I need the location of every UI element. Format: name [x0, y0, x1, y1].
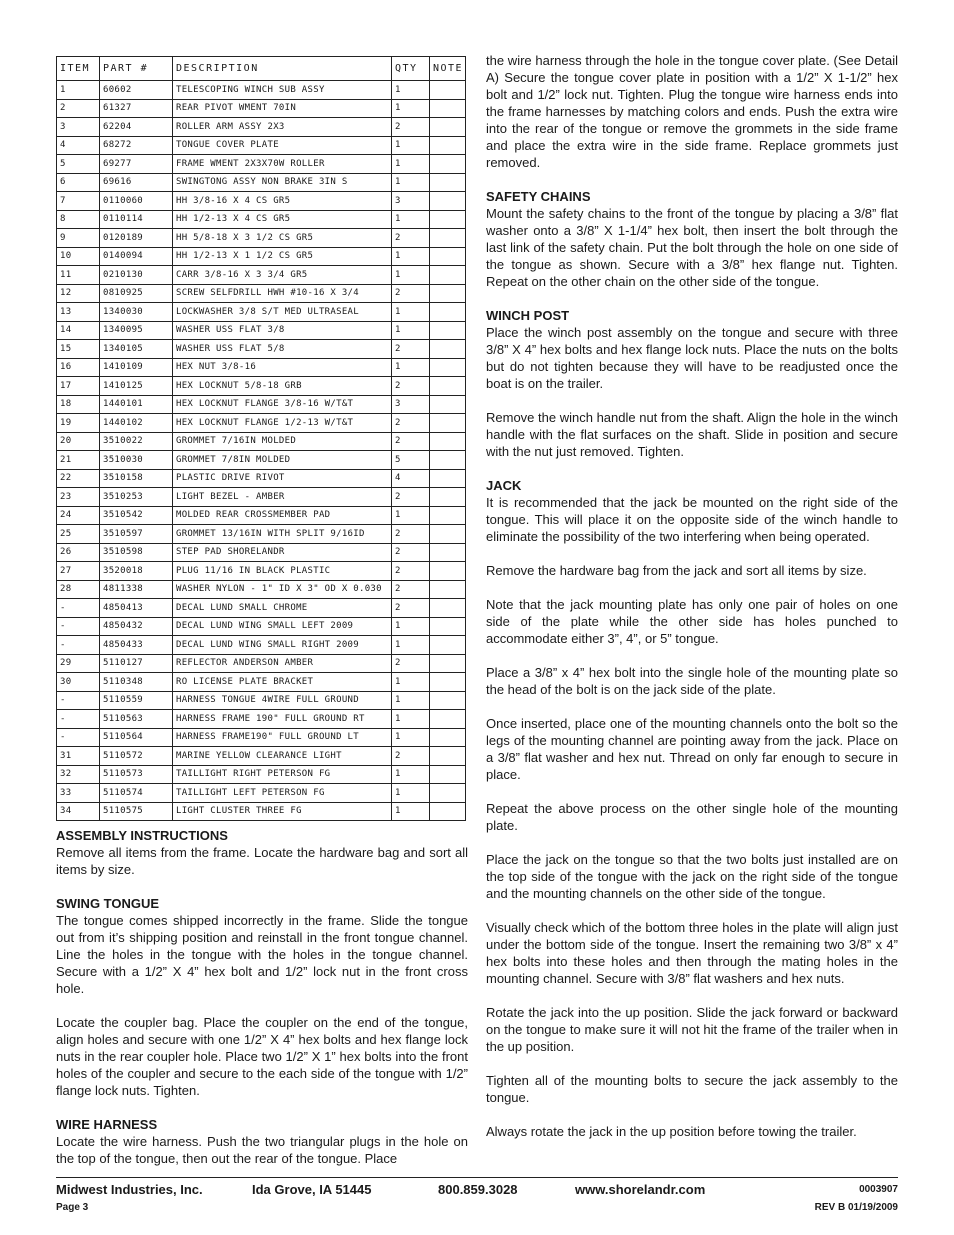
- cell-qty: 2: [392, 543, 430, 562]
- cell-description: WASHER NYLON - 1" ID X 3" OD X 0.030: [173, 580, 392, 599]
- table-row: [57, 728, 466, 747]
- cell-note: [430, 728, 466, 747]
- cell-item: 11: [57, 266, 100, 285]
- cell-item: 15: [57, 340, 100, 359]
- cell-item: -: [57, 710, 100, 729]
- cell-qty: 2: [392, 747, 430, 766]
- footer-page-number: Page 3: [56, 1202, 89, 1213]
- jack-paragraph-2: Remove the hardware bag from the jack and sort all items by size.: [486, 563, 867, 578]
- table-row: [57, 229, 466, 248]
- table-row: [57, 266, 466, 285]
- cell-description: LIGHT BEZEL - AMBER: [173, 488, 392, 507]
- jack-paragraph-1: It is recommended that the jack be mounted on the right side of the tongue. This will place it on the opposite side of the winch handle to eliminate the possibility of the two interfering when being operated.: [486, 495, 898, 544]
- cell-description: WASHER USS FLAT 3/8: [173, 321, 392, 340]
- cell-note: [430, 118, 466, 137]
- cell-note: [430, 432, 466, 451]
- cell-part-number: 4850433: [100, 636, 173, 655]
- table-row: [57, 432, 466, 451]
- table-row: [57, 136, 466, 155]
- table-row: [57, 340, 466, 359]
- cell-part-number: 4850432: [100, 617, 173, 636]
- table-row: [57, 525, 466, 544]
- cell-qty: 4: [392, 469, 430, 488]
- cell-description: TONGUE COVER PLATE: [173, 136, 392, 155]
- footer-divider: [56, 1177, 898, 1178]
- table-row: [57, 395, 466, 414]
- cell-item: 21: [57, 451, 100, 470]
- cell-description: MOLDED REAR CROSSMEMBER PAD: [173, 506, 392, 525]
- cell-note: [430, 229, 466, 248]
- right-column: [486, 52, 898, 1140]
- cell-description: HEX NUT 3/8-16: [173, 358, 392, 377]
- cell-note: [430, 784, 466, 803]
- cell-item: 14: [57, 321, 100, 340]
- col-header-item: ITEM: [57, 57, 100, 81]
- table-row: [57, 247, 466, 266]
- cell-qty: 2: [392, 562, 430, 581]
- cell-part-number: 5110572: [100, 747, 173, 766]
- table-row: [57, 488, 466, 507]
- table-row: [57, 747, 466, 766]
- cell-part-number: 1410109: [100, 358, 173, 377]
- cell-part-number: 1440101: [100, 395, 173, 414]
- cell-item: 30: [57, 673, 100, 692]
- cell-qty: 2: [392, 432, 430, 451]
- wire-harness-paragraph: Locate the wire harness. Push the two triangular plugs in the hole on the top of the tongue, then out the rear of the tongue. Place: [56, 1134, 468, 1166]
- cell-qty: 2: [392, 118, 430, 137]
- cell-note: [430, 340, 466, 359]
- cell-qty: 2: [392, 377, 430, 396]
- table-row: [57, 617, 466, 636]
- cell-item: 32: [57, 765, 100, 784]
- cell-item: 5: [57, 155, 100, 174]
- table-row: [57, 284, 466, 303]
- cell-qty: 1: [392, 358, 430, 377]
- table-row: [57, 377, 466, 396]
- assembly-paragraph: Remove all items from the frame. Locate the hardware bag and sort all items by size.: [56, 845, 468, 877]
- cell-note: [430, 691, 466, 710]
- col-header-description: DESCRIPTION: [173, 57, 392, 81]
- table-row: [57, 599, 466, 618]
- cell-part-number: 4850413: [100, 599, 173, 618]
- cell-note: [430, 266, 466, 285]
- cell-part-number: 69616: [100, 173, 173, 192]
- cell-item: -: [57, 599, 100, 618]
- table-row: [57, 580, 466, 599]
- cell-description: HH 1/2-13 X 1 1/2 CS GR5: [173, 247, 392, 266]
- cell-part-number: 0140094: [100, 247, 173, 266]
- cell-item: 1: [57, 81, 100, 100]
- cell-qty: 3: [392, 395, 430, 414]
- cell-description: HH 3/8-16 X 4 CS GR5: [173, 192, 392, 211]
- cell-description: GROMMET 7/8IN MOLDED: [173, 451, 392, 470]
- cell-part-number: 4811338: [100, 580, 173, 599]
- cell-description: HARNESS TONGUE 4WIRE FULL GROUND: [173, 691, 392, 710]
- jack-paragraph-11: Always rotate the jack in the up position before towing the trailer.: [486, 1124, 857, 1139]
- cell-item: 2: [57, 99, 100, 118]
- cell-part-number: 5110348: [100, 673, 173, 692]
- cell-part-number: 60602: [100, 81, 173, 100]
- cell-qty: 1: [392, 784, 430, 803]
- table-row: [57, 543, 466, 562]
- jack-paragraph-4: Place a 3/8” x 4” hex bolt into the single hole of the mounting plate so the head of the bolt is on the jack side of the plate.: [486, 665, 898, 697]
- cell-part-number: 68272: [100, 136, 173, 155]
- cell-qty: 1: [392, 303, 430, 322]
- swing-tongue-paragraph-1: The tongue comes shipped incorrectly in the frame. Slide the tongue out from it’s shipping position and reinstall in the front tongue channel. Line the holes in the tongue with the holes in the tongue channel. Secure with a 1/2” X 4” hex bolt and 1/2” lock nut in the front cross hole.: [56, 913, 468, 996]
- cell-note: [430, 617, 466, 636]
- table-row: [57, 802, 466, 821]
- cell-note: [430, 765, 466, 784]
- cell-note: [430, 377, 466, 396]
- cell-item: 13: [57, 303, 100, 322]
- cell-part-number: 5110573: [100, 765, 173, 784]
- cell-note: [430, 673, 466, 692]
- cell-note: [430, 747, 466, 766]
- cell-item: -: [57, 617, 100, 636]
- cell-item: 8: [57, 210, 100, 229]
- cell-item: 33: [57, 784, 100, 803]
- cell-note: [430, 155, 466, 174]
- cell-description: DECAL LUND WING SMALL LEFT 2009: [173, 617, 392, 636]
- footer-company: Midwest Industries, Inc.: [56, 1182, 203, 1197]
- table-row: [57, 81, 466, 100]
- cell-qty: 1: [392, 155, 430, 174]
- table-row: [57, 636, 466, 655]
- footer-revision: REV B 01/19/2009: [814, 1202, 898, 1213]
- footer: [56, 1182, 898, 1200]
- cell-part-number: 3510022: [100, 432, 173, 451]
- cell-note: [430, 654, 466, 673]
- parts-table-body: [57, 81, 466, 821]
- cell-item: 6: [57, 173, 100, 192]
- cell-description: TAILLIGHT LEFT PETERSON FG: [173, 784, 392, 803]
- cell-note: [430, 284, 466, 303]
- cell-part-number: 1440102: [100, 414, 173, 433]
- wire-harness-continued: the wire harness through the hole in the tongue cover plate. (See Detail A) Secure the tongue cover plate in position with a 1/2” X 1-1/2” hex bolt and 1/2” lock nut. Tighten. Plug the tongue wire harness ends into the frame harnesses by matching colors and ends. Push the extra wire into the rear of the tongue or remove the grommets in the side frame and place the extra wire in the side frame. Replace grommets just removed.: [486, 53, 898, 170]
- cell-note: [430, 543, 466, 562]
- cell-description: HEX LOCKNUT FLANGE 3/8-16 W/T&T: [173, 395, 392, 414]
- cell-part-number: 0120189: [100, 229, 173, 248]
- cell-note: [430, 358, 466, 377]
- cell-part-number: 3510253: [100, 488, 173, 507]
- cell-part-number: 1340105: [100, 340, 173, 359]
- table-row: [57, 358, 466, 377]
- cell-description: DECAL LUND WING SMALL RIGHT 2009: [173, 636, 392, 655]
- wire-harness-heading: WIRE HARNESS: [56, 1117, 158, 1132]
- cell-qty: 1: [392, 636, 430, 655]
- cell-qty: 2: [392, 284, 430, 303]
- cell-description: STEP PAD SHORELANDR: [173, 543, 392, 562]
- cell-part-number: 0810925: [100, 284, 173, 303]
- cell-part-number: 3510158: [100, 469, 173, 488]
- col-header-part: PART #: [100, 57, 173, 81]
- table-row: [57, 99, 466, 118]
- cell-item: 12: [57, 284, 100, 303]
- cell-item: -: [57, 691, 100, 710]
- cell-item: 34: [57, 802, 100, 821]
- cell-item: 29: [57, 654, 100, 673]
- jack-paragraph-3: Note that the jack mounting plate has only one pair of holes on one side of the plate while the other side has holes punched to accommodate either 3”, 4”, or 5” tongue.: [486, 597, 898, 646]
- cell-description: REAR PIVOT WMENT 70IN: [173, 99, 392, 118]
- footer-city: Ida Grove, IA 51445: [252, 1182, 372, 1197]
- cell-note: [430, 710, 466, 729]
- cell-qty: 2: [392, 340, 430, 359]
- cell-note: [430, 599, 466, 618]
- cell-description: MARINE YELLOW CLEARANCE LIGHT: [173, 747, 392, 766]
- cell-qty: 1: [392, 173, 430, 192]
- cell-note: [430, 802, 466, 821]
- cell-qty: 2: [392, 580, 430, 599]
- cell-part-number: 1340095: [100, 321, 173, 340]
- jack-paragraph-6: Repeat the above process on the other single hole of the mounting plate.: [486, 801, 898, 833]
- jack-paragraph-5: Once inserted, place one of the mounting channels onto the bolt so the legs of the mounting channel are pointing away from the jack. Place on a 3/8” flat washer and hex nut. Thread on only far enough to secure in place.: [486, 716, 898, 782]
- cell-item: 23: [57, 488, 100, 507]
- cell-qty: 2: [392, 414, 430, 433]
- cell-item: 22: [57, 469, 100, 488]
- cell-item: 31: [57, 747, 100, 766]
- cell-qty: 2: [392, 229, 430, 248]
- cell-part-number: 5110564: [100, 728, 173, 747]
- jack-paragraph-7: Place the jack on the tongue so that the two bolts just installed are on the top side of the tongue with the jack on the right side of the tongue and the mounting channels on the other side of the tongue.: [486, 852, 898, 901]
- cell-note: [430, 136, 466, 155]
- cell-item: 24: [57, 506, 100, 525]
- cell-description: TAILLIGHT RIGHT PETERSON FG: [173, 765, 392, 784]
- cell-part-number: 1340030: [100, 303, 173, 322]
- cell-note: [430, 562, 466, 581]
- cell-part-number: 3510030: [100, 451, 173, 470]
- cell-part-number: 5110574: [100, 784, 173, 803]
- cell-part-number: 0110060: [100, 192, 173, 211]
- assembly-heading: ASSEMBLY INSTRUCTIONS: [56, 828, 228, 843]
- cell-description: ROLLER ARM ASSY 2X3: [173, 118, 392, 137]
- cell-note: [430, 395, 466, 414]
- cell-note: [430, 173, 466, 192]
- table-row: [57, 784, 466, 803]
- winch-post-paragraph-1: Place the winch post assembly on the tongue and secure with three 3/8” X 4” hex bolts and hex flange lock nuts. Place the nuts on the bolts but do not tighten because they will have to be readjusted once the boat is on the trailer.: [486, 325, 898, 391]
- cell-qty: 1: [392, 802, 430, 821]
- cell-part-number: 0210130: [100, 266, 173, 285]
- cell-note: [430, 81, 466, 100]
- table-row: [57, 118, 466, 137]
- cell-part-number: 5110559: [100, 691, 173, 710]
- table-row: [57, 210, 466, 229]
- cell-description: REFLECTOR ANDERSON AMBER: [173, 654, 392, 673]
- col-header-qty: QTY: [392, 57, 430, 81]
- cell-part-number: 3520018: [100, 562, 173, 581]
- cell-qty: 1: [392, 673, 430, 692]
- cell-description: HARNESS FRAME 190" FULL GROUND RT: [173, 710, 392, 729]
- table-row: [57, 155, 466, 174]
- cell-description: WASHER USS FLAT 5/8: [173, 340, 392, 359]
- table-row: [57, 654, 466, 673]
- table-row: [57, 321, 466, 340]
- cell-part-number: 5110127: [100, 654, 173, 673]
- swing-tongue-paragraph-2: Locate the coupler bag. Place the coupler on the end of the tongue, align holes and secure with one 1/2” X 4” hex bolts and hex flange lock nuts in the rear coupler hole. Place two 1/2” X 1” hex bolts into the front holes of the coupler and secure to the each side of the tongue with 1/2” flange lock nuts. Tighten.: [56, 1015, 468, 1098]
- cell-part-number: 61327: [100, 99, 173, 118]
- cell-item: 4: [57, 136, 100, 155]
- cell-note: [430, 451, 466, 470]
- table-row: [57, 451, 466, 470]
- cell-item: 16: [57, 358, 100, 377]
- cell-note: [430, 488, 466, 507]
- table-row: [57, 414, 466, 433]
- jack-heading: JACK: [486, 478, 522, 493]
- jack-paragraph-9: Rotate the jack into the up position. Slide the jack forward or backward on the tongue to make sure it will not hit the frame of the trailer when in the up position.: [486, 1005, 898, 1054]
- cell-note: [430, 192, 466, 211]
- cell-qty: 1: [392, 266, 430, 285]
- table-row: [57, 192, 466, 211]
- cell-description: HARNESS FRAME190" FULL GROUND LT: [173, 728, 392, 747]
- cell-part-number: 1410125: [100, 377, 173, 396]
- cell-item: 9: [57, 229, 100, 248]
- cell-part-number: 69277: [100, 155, 173, 174]
- cell-part-number: 0110114: [100, 210, 173, 229]
- cell-qty: 1: [392, 247, 430, 266]
- table-row: [57, 673, 466, 692]
- cell-qty: 1: [392, 765, 430, 784]
- winch-post-paragraph-2: Remove the winch handle nut from the shaft. Align the hole in the winch handle with the flat surfaces on the shaft. Slide in position and secure with the nut just removed. Tighten.: [486, 410, 898, 459]
- cell-item: 7: [57, 192, 100, 211]
- table-row: [57, 303, 466, 322]
- cell-qty: 2: [392, 488, 430, 507]
- cell-description: LIGHT CLUSTER THREE FG: [173, 802, 392, 821]
- cell-qty: 1: [392, 81, 430, 100]
- cell-qty: 1: [392, 506, 430, 525]
- cell-qty: 1: [392, 691, 430, 710]
- winch-post-heading: WINCH POST: [486, 308, 570, 323]
- cell-note: [430, 303, 466, 322]
- cell-qty: 5: [392, 451, 430, 470]
- cell-qty: 3: [392, 192, 430, 211]
- cell-note: [430, 210, 466, 229]
- cell-item: 27: [57, 562, 100, 581]
- cell-part-number: 5110575: [100, 802, 173, 821]
- cell-description: FRAME WMENT 2X3X70W ROLLER: [173, 155, 392, 174]
- cell-qty: 1: [392, 99, 430, 118]
- cell-description: HH 5/8-18 X 3 1/2 CS GR5: [173, 229, 392, 248]
- table-row: [57, 765, 466, 784]
- cell-item: 20: [57, 432, 100, 451]
- cell-part-number: 3510598: [100, 543, 173, 562]
- table-row: [57, 506, 466, 525]
- cell-qty: 2: [392, 654, 430, 673]
- cell-item: 28: [57, 580, 100, 599]
- cell-item: 17: [57, 377, 100, 396]
- jack-paragraph-8: Visually check which of the bottom three holes in the plate will align just under the bottom side of the tongue. Insert the remaining two 3/8” x 4” hex bolts into these holes and then through the mating holes in the mounting channel. Secure with 3/8” flat washers and hex nuts.: [486, 920, 898, 986]
- cell-note: [430, 636, 466, 655]
- cell-description: HEX LOCKNUT FLANGE 1/2-13 W/T&T: [173, 414, 392, 433]
- table-row: [57, 562, 466, 581]
- cell-qty: 1: [392, 710, 430, 729]
- cell-item: 10: [57, 247, 100, 266]
- table-row: [57, 710, 466, 729]
- cell-item: 3: [57, 118, 100, 137]
- cell-note: [430, 321, 466, 340]
- cell-description: SWINGTONG ASSY NON BRAKE 3IN S: [173, 173, 392, 192]
- cell-description: PLASTIC DRIVE RIVOT: [173, 469, 392, 488]
- cell-qty: 1: [392, 728, 430, 747]
- col-header-note: NOTE: [430, 57, 466, 81]
- cell-description: TELESCOPING WINCH SUB ASSY: [173, 81, 392, 100]
- cell-description: RO LICENSE PLATE BRACKET: [173, 673, 392, 692]
- cell-note: [430, 506, 466, 525]
- cell-note: [430, 247, 466, 266]
- footer-website[interactable]: www.shorelandr.com: [575, 1182, 706, 1197]
- footer-phone: 800.859.3028: [438, 1182, 518, 1197]
- cell-qty: 2: [392, 599, 430, 618]
- table-row: [57, 691, 466, 710]
- cell-note: [430, 469, 466, 488]
- cell-note: [430, 414, 466, 433]
- swing-tongue-heading: SWING TONGUE: [56, 896, 160, 911]
- cell-qty: 1: [392, 321, 430, 340]
- cell-part-number: 3510542: [100, 506, 173, 525]
- cell-qty: 2: [392, 525, 430, 544]
- left-column: [56, 56, 468, 1167]
- cell-description: DECAL LUND SMALL CHROME: [173, 599, 392, 618]
- cell-description: SCREW SELFDRILL HWH #10-16 X 3/4: [173, 284, 392, 303]
- cell-description: GROMMET 13/16IN WITH SPLIT 9/16ID: [173, 525, 392, 544]
- cell-note: [430, 99, 466, 118]
- cell-item: 18: [57, 395, 100, 414]
- jack-paragraph-10: Tighten all of the mounting bolts to secure the jack assembly to the tongue.: [486, 1073, 898, 1105]
- cell-description: CARR 3/8-16 X 3 3/4 GR5: [173, 266, 392, 285]
- cell-qty: 1: [392, 617, 430, 636]
- cell-item: -: [57, 728, 100, 747]
- cell-part-number: 3510597: [100, 525, 173, 544]
- cell-note: [430, 580, 466, 599]
- parts-table: [56, 56, 466, 821]
- safety-chains-heading: SAFETY CHAINS: [486, 189, 591, 204]
- cell-description: HEX LOCKNUT 5/8-18 GRB: [173, 377, 392, 396]
- cell-description: HH 1/2-13 X 4 CS GR5: [173, 210, 392, 229]
- cell-item: 25: [57, 525, 100, 544]
- cell-description: PLUG 11/16 IN BLACK PLASTIC: [173, 562, 392, 581]
- cell-item: 19: [57, 414, 100, 433]
- cell-item: 26: [57, 543, 100, 562]
- parts-table-header: [57, 57, 466, 81]
- cell-note: [430, 525, 466, 544]
- cell-part-number: 62204: [100, 118, 173, 137]
- safety-chains-paragraph: Mount the safety chains to the front of the tongue by placing a 3/8” flat washer onto a 3/8” X 1-1/4” hex bolt, then insert the bolt through the last link of the safety chain. Put the bolt through the hole on one side of the tongue as shown. Secure with a 3/8” hex flange nut. Tighten. Repeat on the other chain on the other side of the tongue.: [486, 206, 898, 289]
- cell-qty: 1: [392, 136, 430, 155]
- footer-doc-number: 0003907: [859, 1184, 898, 1195]
- table-row: [57, 173, 466, 192]
- cell-description: LOCKWASHER 3/8 S/T MED ULTRASEAL: [173, 303, 392, 322]
- cell-part-number: 5110563: [100, 710, 173, 729]
- cell-item: -: [57, 636, 100, 655]
- table-row: [57, 469, 466, 488]
- cell-qty: 1: [392, 210, 430, 229]
- cell-description: GROMMET 7/16IN MOLDED: [173, 432, 392, 451]
